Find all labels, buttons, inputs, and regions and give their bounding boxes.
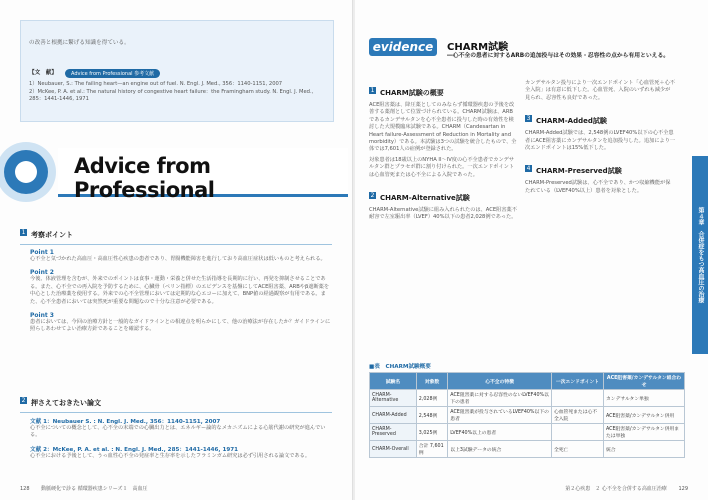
th-feature: 心不全の特徴 xyxy=(448,373,552,390)
r-sec3-text: CHARM-Added試験では、2,548例のLVEF40%以下の心不全患者にACE阻害薬にカンデサルタンを追加投与した。追加により一次エンドポイントは15%低下した。 xyxy=(525,130,675,152)
right-col-left xyxy=(369,80,517,222)
ref-2: 2）McKee, P. A. et al.: The natural history of congestive heart failure：the Framingham study. N. Engl. J. Med., 285：1441-1446, 1971 xyxy=(29,89,314,103)
right-col-right xyxy=(525,80,675,195)
r-sec4-title: CHARM-Preserved試験 xyxy=(536,167,622,176)
cell: CHARM-Overall xyxy=(370,441,417,458)
r-sec3-heading xyxy=(525,108,675,127)
advice-banner xyxy=(0,134,353,210)
table-title: ■表 CHARM試験概要 xyxy=(369,364,431,370)
lit2-text: 心不全における予後として、うっ血性心不全の発症率と生存率を示したフラミンガム研究は必ず引用される論文である。 xyxy=(30,452,311,459)
cell: 心血管死または心不全入院 xyxy=(551,407,603,424)
lit1-text: 心不全についての概念として、心不全の末端での心臓出力とは、エネルギー論的なメカニズムによる心筋代謝の研究が進んでいる。 xyxy=(30,425,326,439)
r-sec1-text: ACE阻害薬は、降圧薬としてのみならず循環器疾患の予後を改善する薬剤として位置づけられている。CHARM試験は、ARBであるカンデサルタンを心不全患者に投与した時の有効性を検討した大規模臨床試験である。CHARM（Candesartan in Heart failure-Assessment of Reduction in Mortality and morbidity）である。本試験は3つの試験を統合したもので、全体では7,601人の症例が登録された。 xyxy=(369,102,517,153)
right-footer xyxy=(565,485,688,492)
r-sec3-num: 3 xyxy=(526,115,531,123)
r-col-text: カンデサルタン投与により一次エンドポイント「心血管死＋心不全入院」は有意に低下した。心血管死、入院のいずれも減少が見られ、忍容性も良好であった。 xyxy=(525,80,675,101)
th-trial: 試験名 xyxy=(370,373,417,390)
trial-title: CHARM試験 xyxy=(447,42,509,53)
r-sec4-heading xyxy=(525,158,675,177)
section-considerations xyxy=(20,222,332,334)
cell: ACE阻害薬/カンデサルタン併用 xyxy=(603,407,684,424)
lit1-label: 文献 1：Neubauer S. : N. Engl. J. Med., 356：1140-1151, 2007 xyxy=(30,419,221,425)
charm-table xyxy=(369,372,685,458)
intro-text: の改善と根拠に繋げる知識を得ている。 xyxy=(29,40,130,46)
point2-label: Point 2 xyxy=(30,269,54,277)
cell: 以上3試験データの統合 xyxy=(448,441,552,458)
r-sec3-title: CHARM-Added試験 xyxy=(536,117,607,126)
cell: CHARM-Alternative xyxy=(370,390,417,407)
cell xyxy=(551,390,603,407)
cell: ACE阻害薬に対する忍容性のないLVEF40%以下の患者 xyxy=(448,390,552,407)
cell: 合計 7,601例 xyxy=(416,441,447,458)
chapter-side-tab: 第４章 合併症をもつ高血圧の治療 xyxy=(692,156,708,354)
sec1-rule xyxy=(20,244,332,245)
table-row xyxy=(370,424,685,441)
literature-title: 【文 献】 xyxy=(29,70,57,77)
evidence-header xyxy=(369,36,685,72)
cell: CHARM-Preserved xyxy=(370,424,417,441)
right-page-number: 129 xyxy=(678,486,688,492)
sec2-heading xyxy=(20,390,332,409)
sec2-num: 2 xyxy=(21,397,26,404)
table-row xyxy=(370,407,685,424)
point3-label: Point 3 xyxy=(30,312,54,320)
th-n: 対象数 xyxy=(416,373,447,390)
r-sec2-num: 2 xyxy=(370,192,375,200)
advice-pill: Advice from Professional 参考文献 xyxy=(65,69,160,78)
r-sec2-text: CHARM-Alternative試験に組み入れられたのは、ACE阻害薬不耐容で左室駆出率（LVEF）40%以下の患者2,028例であった。 xyxy=(369,207,517,221)
left-page-number: 128 xyxy=(20,486,30,492)
section-key-papers xyxy=(20,390,332,460)
sec2-rule xyxy=(20,412,332,413)
th-endpoint: 一次エンドポイント xyxy=(551,373,603,390)
charm-table-block xyxy=(369,362,685,458)
sec2-title: 押さえておきたい論文 xyxy=(31,399,101,407)
banner-ring-core xyxy=(15,161,37,183)
r-sec4-num: 4 xyxy=(526,165,531,173)
r-sec1-title: CHARM試験の概要 xyxy=(380,89,444,97)
point2-text: 今後、体液管理を含むが、外来でのポイントは食事・運動・栄養と併せた生活指導を長期的に行い、再発を抑制させることである。また、心不全での再入院を予防するために、心臓骨（ペリン指標）のエビデンスを基盤にしてACE阻害薬、ARBやβ遮断薬を中心とした治療薬を使用する。外来での心不全管理においては定期的な心エコーに加えて、BNP値の経過観察が有用である。また、心不全患者においては突然死が重要な問題なので十分な注意が必要である。 xyxy=(30,276,330,305)
trial-subtitle: ―心不全の患者に対するARBの追加投与はその効果・忍容性の点から有用といえる。 xyxy=(447,53,670,59)
evidence-label: evidence xyxy=(369,38,437,56)
banner-title: Advice from Professional xyxy=(74,154,215,202)
sec1-title: 考察ポイント xyxy=(31,231,73,239)
cell: 統合 xyxy=(603,441,684,458)
r-sec2-title: CHARM-Alternative試験 xyxy=(380,194,470,203)
table-row xyxy=(370,390,685,407)
right-page xyxy=(355,0,708,500)
cell: ACE阻害薬が投与されているLVEF40%以下の患者 xyxy=(448,407,552,424)
cell: 2,028例 xyxy=(416,390,447,407)
literature-row xyxy=(29,69,160,78)
th-combo: ACE阻害薬/カンデサルタン組合わせ xyxy=(603,373,684,390)
left-series-title: 動脈硬化で診る 循環器疾患シリーズ１ 高血圧 xyxy=(41,486,148,492)
cell: CHARM-Added xyxy=(370,407,417,424)
cell: 3,025例 xyxy=(416,424,447,441)
right-footer-text: 第２心疾患 ２ 心不全を合併する高血圧治療 xyxy=(565,486,667,492)
point1-text: 心不全と気づかれた高血圧・高血圧性心疾患の患者であり、胃腸機能障害を進行しており高血圧症状は低いものと考えられる。 xyxy=(30,256,326,262)
cell: 全死亡 xyxy=(551,441,603,458)
intro-box xyxy=(20,20,334,122)
r-sec2-heading xyxy=(369,185,517,204)
lit2-label: 文献 2：McKee, P. A. et al. : N. Engl. J. Med., 285：1441-1446, 1971 xyxy=(30,446,239,453)
cell: カンデサルタン単独 xyxy=(603,390,684,407)
sec1-heading xyxy=(20,222,332,241)
point1-label: Point 1 xyxy=(30,249,54,256)
r-sec4-text: CHARM-Preserved試験は、心不全であり、かつ収縮機能が保たれている（LVEF40%以上）患者を対象とした。 xyxy=(525,180,671,194)
table-header-row xyxy=(370,373,685,390)
cell: LVEF40%以上の患者 xyxy=(448,424,552,441)
ref-1: 1）Neubauer, S.: The failing heart—an engine out of fuel. N. Engl. J. Med., 356：1140-1151, 2007 xyxy=(29,81,283,87)
point3-text: 患者においては、今回の治療方針と一般的なガイドラインとの相違点を明らかにして、他の治療法が存在したか？ガイドラインに照らしあわせてよい治療方針であることを確認する。 xyxy=(30,319,331,333)
cell xyxy=(551,424,603,441)
sec1-num: 1 xyxy=(21,229,26,236)
cell: 2,548例 xyxy=(416,407,447,424)
left-page xyxy=(0,0,353,500)
r-sec1-num: 1 xyxy=(370,87,375,94)
r-sec1-text-b: 対象患者は18歳以上のNYHA II〜IV度の心不全患者でカンデサルタン群とプラセボ群に割り付けられた。一次エンドポイントは心血管死または心不全による入院であった。 xyxy=(369,156,515,178)
table-row xyxy=(370,441,685,458)
cell: ACE阻害薬/カンデサルタン併用または単独 xyxy=(603,424,684,441)
left-footer xyxy=(20,485,147,492)
r-sec1-heading xyxy=(369,80,517,99)
